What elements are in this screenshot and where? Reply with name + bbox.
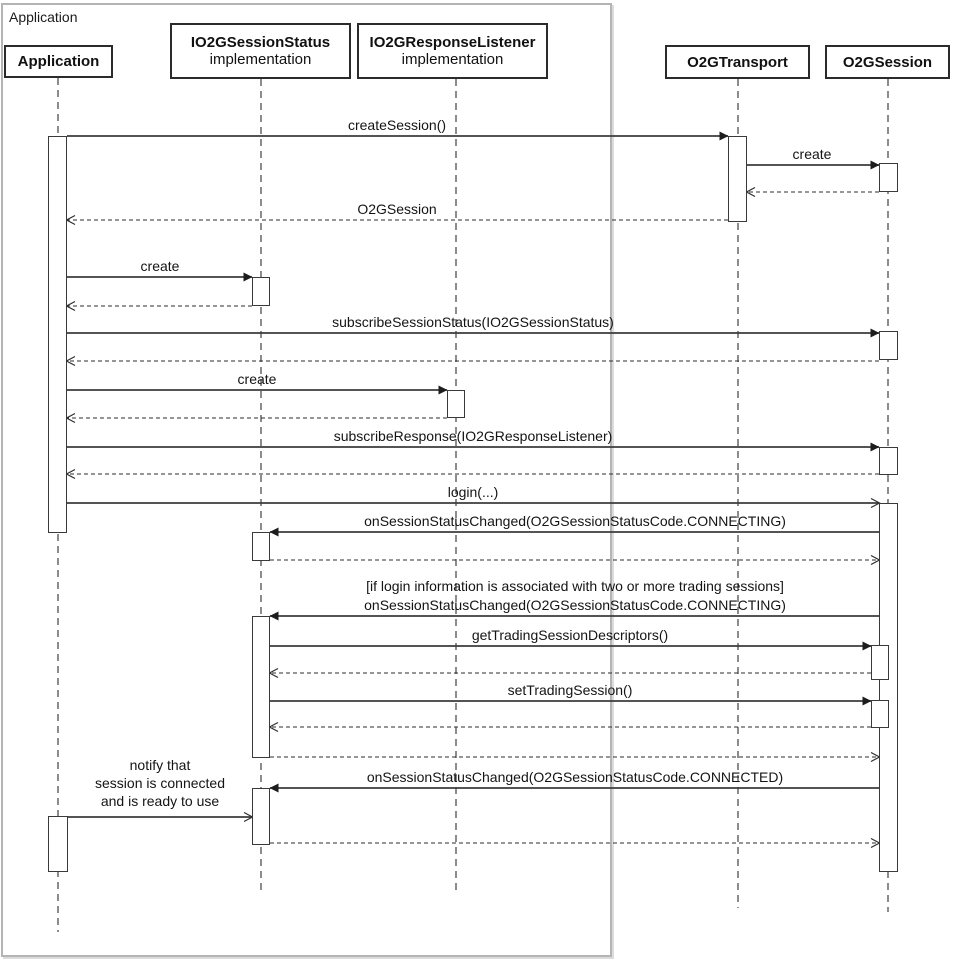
text-line: [if login information is associated with two or more trading sessions] xyxy=(366,578,784,594)
message-label-create-listener: create xyxy=(237,371,277,387)
activation-bar-listener-create xyxy=(447,390,465,418)
message-label-create-session-obj: create xyxy=(792,146,832,162)
message-label-create-status: create xyxy=(140,258,180,274)
text-line: and is ready to use xyxy=(100,793,220,809)
note-text xyxy=(95,756,225,810)
text-line: notify that xyxy=(129,757,191,773)
lifeline-head-application xyxy=(4,45,113,78)
lifeline-subtitle: implementation xyxy=(401,51,504,68)
activation-bar-session-subscribe-resp xyxy=(879,447,898,475)
activation-bar-status-connected xyxy=(252,788,270,845)
activation-bar-app-main xyxy=(48,136,67,533)
lifeline-subtitle: implementation xyxy=(209,51,312,68)
activation-bar-session-main xyxy=(879,503,898,872)
message-label-statusChanged-connected: onSessionStatusChanged(O2GSessionStatusCode.CONNECTED) xyxy=(366,769,784,785)
lifeline-title: IO2GSessionStatus xyxy=(190,34,331,51)
lifeline-head-io2gresponselistener xyxy=(357,23,548,79)
message-label-statusChanged-connecting-2: onSessionStatusChanged(O2GSessionStatusCode.CONNECTING) xyxy=(364,597,786,613)
lifeline-head-o2gtransport xyxy=(665,45,810,79)
frame-label: Application xyxy=(9,9,78,25)
text-line: session is connected xyxy=(95,775,225,791)
activation-bar-app-notify xyxy=(48,816,68,872)
message-label-subscribeSessionStatus: subscribeSessionStatus(IO2GSessionStatus) xyxy=(332,314,614,330)
guard-text xyxy=(366,577,784,595)
activation-bar-session-set-trading xyxy=(871,700,889,728)
lifeline-title: IO2GResponseListener xyxy=(369,34,536,51)
lifeline-title: O2GTransport xyxy=(687,53,788,71)
lifeline-title: O2GSession xyxy=(842,53,933,71)
message-label-statusChanged-connecting-1: onSessionStatusChanged(O2GSessionStatusCode.CONNECTING) xyxy=(364,513,786,529)
activation-bar-session-create xyxy=(879,163,898,192)
lifeline-head-io2gsessionstatus xyxy=(170,23,351,79)
message-label-subscribeResponse: subscribeResponse(IO2GResponseListener) xyxy=(333,428,613,444)
activation-bar-session-subscribe-status xyxy=(879,331,898,360)
activation-bar-session-get-descriptors xyxy=(871,645,889,680)
message-label-login: login(...) xyxy=(447,484,499,500)
activation-bar-status-connecting-1 xyxy=(252,532,270,561)
lifeline-head-o2gsession xyxy=(825,45,950,79)
message-label-getTradingSessionDescriptors: getTradingSessionDescriptors() xyxy=(471,627,669,643)
activation-bar-status-create xyxy=(252,277,270,306)
message-label-createSession: createSession() xyxy=(347,117,447,133)
activation-bar-status-connecting-2 xyxy=(252,616,270,758)
message-label-setTradingSession: setTradingSession() xyxy=(507,682,633,698)
message-label-return-o2gsession: O2GSession xyxy=(357,201,437,217)
activation-bar-transport-create xyxy=(728,136,747,222)
lifeline-title: Application xyxy=(17,53,100,70)
